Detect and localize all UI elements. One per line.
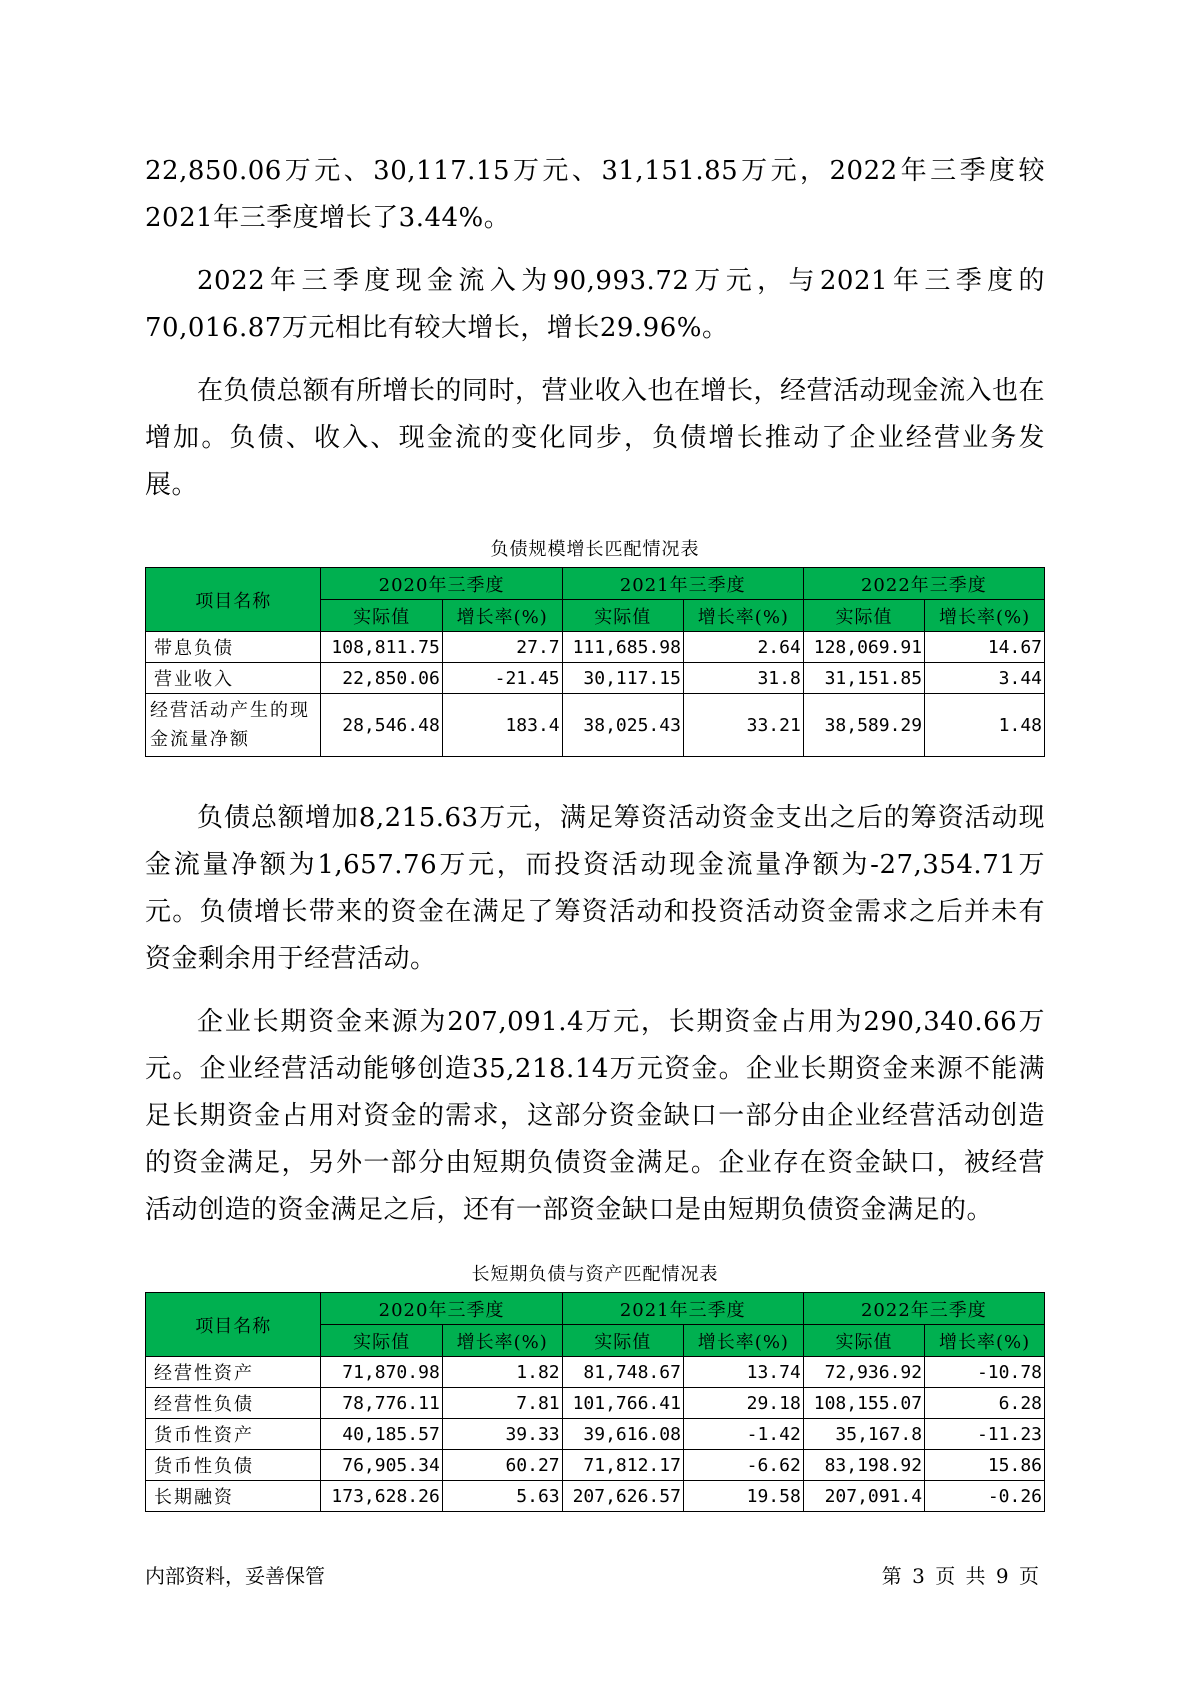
table-2-sub-header: 实际值 xyxy=(803,1325,924,1357)
table-cell: 108,155.07 xyxy=(803,1388,924,1419)
table-cell: 76,905.34 xyxy=(321,1450,442,1481)
table-1-period-header: 2022年三季度 xyxy=(803,568,1044,600)
table-cell: 81,748.67 xyxy=(562,1357,683,1388)
table-cell: 71,870.98 xyxy=(321,1357,442,1388)
table-cell: 7.81 xyxy=(442,1388,562,1419)
table-cell: 108,811.75 xyxy=(321,632,442,663)
table-row xyxy=(146,694,1045,757)
table-1-sub-header: 实际值 xyxy=(562,600,683,632)
table-row xyxy=(146,663,1045,694)
table-cell: 3.44 xyxy=(925,663,1045,694)
table-cell: 128,069.91 xyxy=(803,632,924,663)
paragraph-5: 企业长期资金来源为207,091.4万元，长期资金占用为290,340.66万元。企业经营活动能够创造35,218.14万元资金。企业长期资金来源不能满足长期资金占用对资金的需求，这部分资金缺口一部分由企业经营活动创造的资金满足，另外一部分由短期负债资金满足。企业存在资金缺口，被经营活动创造的资金满足之后，还有一部资金缺口是由短期负债资金满足的。 xyxy=(145,1007,1045,1225)
table-2-title: 长短期负债与资产匹配情况表 xyxy=(471,1264,719,1285)
table-2-sub-header: 实际值 xyxy=(321,1325,442,1357)
table-cell: 111,685.98 xyxy=(562,632,683,663)
table-1-sub-header: 实际值 xyxy=(803,600,924,632)
row-label: 货币性资产 xyxy=(146,1419,321,1450)
table-cell: 83,198.92 xyxy=(803,1450,924,1481)
table-1 xyxy=(145,567,1045,757)
row-label: 营业收入 xyxy=(146,663,321,694)
table-cell: 1.82 xyxy=(442,1357,562,1388)
table-2-sub-header: 实际值 xyxy=(562,1325,683,1357)
table-row xyxy=(146,632,1045,663)
table-cell: 15.86 xyxy=(925,1450,1045,1481)
table-cell: 22,850.06 xyxy=(321,663,442,694)
table-cell: 71,812.17 xyxy=(562,1450,683,1481)
row-label: 经营性负债 xyxy=(146,1388,321,1419)
table-row xyxy=(146,1388,1045,1419)
table-2-period-header: 2021年三季度 xyxy=(562,1293,803,1325)
table-cell: 30,117.15 xyxy=(562,663,683,694)
paragraph-3: 在负债总额有所增长的同时，营业收入也在增长，经营活动现金流入也在增加。负债、收入、现金流的变化同步，负债增长推动了企业经营业务发展。 xyxy=(145,376,1046,500)
paragraph-1: 22,850.06万元、30,117.15万元、31,151.85万元，2022年三季度较2021年三季度增长了3.44%。 xyxy=(145,156,1045,233)
table-cell: 33.21 xyxy=(683,694,803,757)
table-cell: 39.33 xyxy=(442,1419,562,1450)
footer-page-number: 第 3 页 共 9 页 xyxy=(881,1564,1041,1588)
document-body xyxy=(145,148,1045,1512)
table-1-period-header: 2021年三季度 xyxy=(562,568,803,600)
table-cell: 38,025.43 xyxy=(562,694,683,757)
footer-confidential-note: 内部资料，妥善保管 xyxy=(145,1564,325,1588)
table-2-sub-header: 增长率(%) xyxy=(683,1325,803,1357)
table-2-header-name: 项目名称 xyxy=(146,1293,321,1357)
table-1-sub-header: 增长率(%) xyxy=(925,600,1045,632)
table-row xyxy=(146,1357,1045,1388)
row-label: 货币性负债 xyxy=(146,1450,321,1481)
table-cell: 28,546.48 xyxy=(321,694,442,757)
table-2-period-header: 2020年三季度 xyxy=(321,1293,562,1325)
table-cell: 5.63 xyxy=(442,1481,562,1512)
table-cell: 38,589.29 xyxy=(803,694,924,757)
table-cell: 27.7 xyxy=(442,632,562,663)
table-cell: 31,151.85 xyxy=(803,663,924,694)
table-cell: 207,091.4 xyxy=(803,1481,924,1512)
table-1-sub-header: 实际值 xyxy=(321,600,442,632)
table-cell: 39,616.08 xyxy=(562,1419,683,1450)
table-cell: 78,776.11 xyxy=(321,1388,442,1419)
table-2-sub-header: 增长率(%) xyxy=(442,1325,562,1357)
table-cell: 31.8 xyxy=(683,663,803,694)
table-1-sub-header: 增长率(%) xyxy=(442,600,562,632)
table-cell: 40,185.57 xyxy=(321,1419,442,1450)
table-cell: -11.23 xyxy=(925,1419,1045,1450)
table-cell: -0.26 xyxy=(925,1481,1045,1512)
table-2-period-header: 2022年三季度 xyxy=(803,1293,1044,1325)
table-1-title: 负债规模增长匹配情况表 xyxy=(490,539,700,560)
row-label: 带息负债 xyxy=(146,632,321,663)
table-row xyxy=(146,1450,1045,1481)
table-1-period-header: 2020年三季度 xyxy=(321,568,562,600)
row-label: 经营活动产生的现金流量净额 xyxy=(146,694,321,757)
table-cell: 60.27 xyxy=(442,1450,562,1481)
table-1-sub-header: 增长率(%) xyxy=(683,600,803,632)
table-cell: 72,936.92 xyxy=(803,1357,924,1388)
table-cell: 13.74 xyxy=(683,1357,803,1388)
table-cell: -21.45 xyxy=(442,663,562,694)
table-cell: 207,626.57 xyxy=(562,1481,683,1512)
table-cell: -6.62 xyxy=(683,1450,803,1481)
row-label: 经营性资产 xyxy=(146,1357,321,1388)
paragraph-4: 负债总额增加8,215.63万元，满足筹资活动资金支出之后的筹资活动现金流量净额为1,657.76万元，而投资活动现金流量净额为-27,354.71万元。负债增长带来的资金在满足了筹资活动和投资活动资金需求之后并未有资金剩余用于经营活动。 xyxy=(145,803,1045,974)
table-cell: 183.4 xyxy=(442,694,562,757)
table-row xyxy=(146,1419,1045,1450)
table-1-header-name: 项目名称 xyxy=(146,568,321,632)
table-2-sub-header: 增长率(%) xyxy=(925,1325,1045,1357)
table-cell: 14.67 xyxy=(925,632,1045,663)
table-cell: 35,167.8 xyxy=(803,1419,924,1450)
table-row xyxy=(146,1481,1045,1512)
table-cell: 101,766.41 xyxy=(562,1388,683,1419)
table-cell: -1.42 xyxy=(683,1419,803,1450)
table-cell: 6.28 xyxy=(925,1388,1045,1419)
table-cell: 1.48 xyxy=(925,694,1045,757)
table-2 xyxy=(145,1292,1045,1512)
row-label: 长期融资 xyxy=(146,1481,321,1512)
table-cell: 19.58 xyxy=(683,1481,803,1512)
paragraph-2: 2022年三季度现金流入为90,993.72万元，与2021年三季度的70,016.87万元相比有较大增长，增长29.96%。 xyxy=(145,266,1045,343)
table-cell: 2.64 xyxy=(683,632,803,663)
table-cell: 29.18 xyxy=(683,1388,803,1419)
table-cell: -10.78 xyxy=(925,1357,1045,1388)
table-cell: 173,628.26 xyxy=(321,1481,442,1512)
